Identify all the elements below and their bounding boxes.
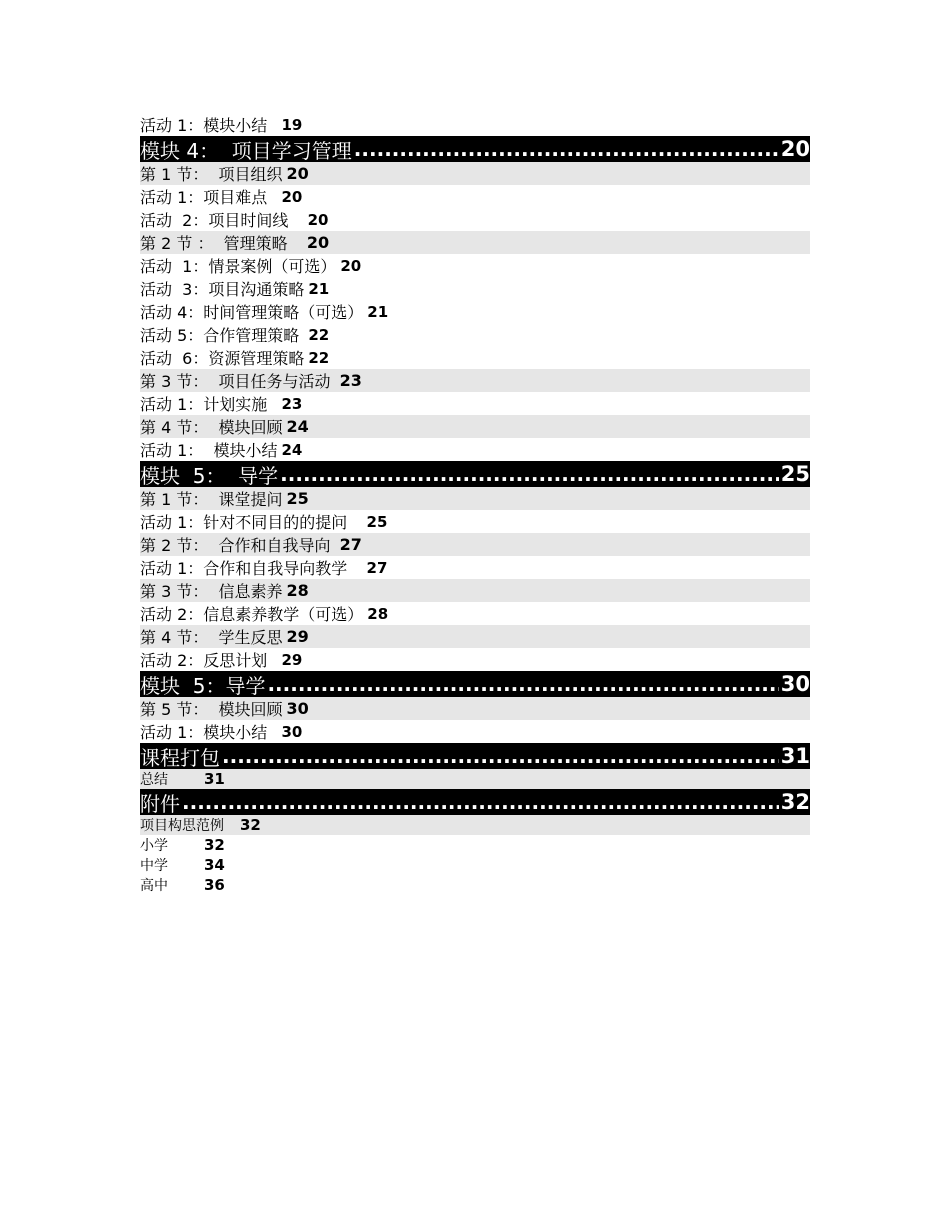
toc-entry-title: 第 4 节： 学生反思	[140, 628, 283, 647]
toc-section-entry[interactable]	[140, 697, 810, 720]
toc-entry-title: 活动 1：计划实施	[140, 395, 278, 414]
toc-entry-title: 模块 4： 项目学习管理	[140, 138, 352, 162]
dot-leader	[182, 790, 779, 814]
toc-entry-page-number: 31	[780, 744, 810, 768]
toc-entry-title: 第 3 节： 信息素养	[140, 582, 283, 601]
toc-entry-page-number: 20	[780, 137, 810, 161]
toc-activity-entry[interactable]	[140, 208, 810, 231]
toc-sub-entry[interactable]	[140, 815, 810, 835]
toc-entry-title: 活动 2：信息素养教学（可选）	[140, 605, 364, 624]
toc-entry-title: 第 5 节： 模块回顾	[140, 700, 283, 719]
toc-entry-page-number: 32	[204, 836, 225, 854]
toc-activity-entry[interactable]	[140, 254, 810, 277]
toc-section-entry[interactable]	[140, 533, 810, 556]
toc-entry-page-number: 29	[286, 627, 309, 646]
dot-leader	[267, 672, 778, 696]
toc-entry-title: 第 2 节 ： 管理策略	[140, 234, 303, 253]
toc-entry-page-number: 30	[281, 722, 303, 741]
toc-activity-entry[interactable]	[140, 602, 810, 625]
toc-entry-page-number: 31	[204, 770, 225, 788]
toc-entry-title: 活动 5：合作管理策略	[140, 326, 305, 345]
toc-entry-title: 中学	[140, 858, 168, 874]
toc-entry-page-number: 24	[286, 417, 309, 436]
toc-sub-entry[interactable]	[140, 875, 810, 895]
toc-section-entry[interactable]	[140, 625, 810, 648]
toc-activity-entry[interactable]	[140, 720, 810, 743]
toc-module-entry[interactable]	[140, 743, 810, 769]
toc-entry-title: 活动 1：模块小结	[140, 116, 278, 135]
toc-activity-entry[interactable]	[140, 277, 810, 300]
toc-entry-page-number: 25	[286, 489, 309, 508]
toc-entry-page-number: 21	[367, 302, 389, 321]
toc-entry-page-number: 32	[240, 816, 261, 834]
toc-section-entry[interactable]	[140, 369, 810, 392]
toc-entry-title: 活动 1：情景案例（可选）	[140, 257, 337, 276]
toc-entry-page-number: 20	[340, 256, 362, 275]
toc-entry-title: 第 1 节： 项目组织	[140, 165, 283, 184]
toc-section-entry[interactable]	[140, 487, 810, 510]
toc-entry-title: 活动 2：反思计划	[140, 651, 278, 670]
toc-sub-entry[interactable]	[140, 769, 810, 789]
toc-entry-page-number: 22	[308, 325, 330, 344]
toc-section-entry[interactable]	[140, 415, 810, 438]
toc-entry-page-number: 20	[306, 233, 330, 252]
toc-entry-title: 活动 1： 模块小结	[140, 441, 278, 460]
toc-entry-page-number: 25	[780, 462, 810, 486]
toc-entry-title: 活动 3：项目沟通策略	[140, 280, 305, 299]
toc-activity-entry[interactable]	[140, 323, 810, 346]
toc-module-entry[interactable]	[140, 136, 810, 162]
toc-module-entry[interactable]	[140, 789, 810, 815]
toc-entry-page-number: 25	[366, 512, 388, 531]
toc-entry-page-number: 21	[308, 279, 330, 298]
toc-sub-entry[interactable]	[140, 855, 810, 875]
toc-entry-page-number: 19	[281, 115, 303, 134]
toc-activity-entry[interactable]	[140, 300, 810, 323]
toc-entry-page-number: 20	[307, 210, 329, 229]
toc-entry-title: 活动 1：针对不同目的的提问	[140, 513, 363, 532]
toc-activity-entry[interactable]	[140, 556, 810, 579]
toc-entry-title: 模块 5： 导学	[140, 463, 279, 487]
toc-section-entry[interactable]	[140, 579, 810, 602]
toc-entry-page-number: 20	[286, 164, 309, 183]
dot-leader	[222, 744, 779, 768]
table-of-contents	[140, 113, 810, 895]
toc-entry-page-number: 27	[366, 558, 388, 577]
toc-entry-page-number: 36	[204, 876, 225, 894]
dot-leader	[354, 137, 779, 161]
toc-entry-page-number: 28	[367, 604, 389, 623]
toc-entry-page-number: 27	[339, 535, 362, 554]
toc-entry-title: 活动 6：资源管理策略	[140, 349, 305, 368]
toc-activity-entry[interactable]	[140, 113, 810, 136]
toc-entry-page-number: 23	[281, 394, 303, 413]
toc-entry-page-number: 22	[308, 348, 330, 367]
toc-entry-page-number: 28	[286, 581, 309, 600]
toc-entry-title: 第 1 节： 课堂提问	[140, 490, 283, 509]
toc-entry-title: 附件	[140, 791, 180, 815]
toc-section-entry[interactable]	[140, 162, 810, 185]
toc-entry-page-number: 24	[281, 440, 303, 459]
toc-entry-title: 课程打包	[140, 745, 220, 769]
toc-activity-entry[interactable]	[140, 510, 810, 533]
dot-leader	[280, 462, 779, 486]
toc-entry-title: 活动 4：时间管理策略（可选）	[140, 303, 364, 322]
toc-activity-entry[interactable]	[140, 346, 810, 369]
toc-activity-entry[interactable]	[140, 648, 810, 671]
toc-entry-title: 项目构思范例	[140, 818, 224, 834]
toc-entry-page-number: 34	[204, 856, 225, 874]
toc-entry-title: 第 3 节： 项目任务与活动	[140, 372, 336, 391]
toc-entry-page-number: 32	[780, 790, 810, 814]
toc-entry-title: 活动 1：合作和自我导向教学	[140, 559, 363, 578]
toc-module-entry[interactable]	[140, 461, 810, 487]
toc-activity-entry[interactable]	[140, 185, 810, 208]
toc-activity-entry[interactable]	[140, 438, 810, 461]
toc-entry-title: 总结	[140, 772, 168, 788]
toc-section-entry[interactable]	[140, 231, 810, 254]
toc-entry-title: 活动 1：模块小结	[140, 723, 278, 742]
toc-entry-page-number: 29	[281, 650, 303, 669]
toc-activity-entry[interactable]	[140, 392, 810, 415]
toc-sub-entry[interactable]	[140, 835, 810, 855]
toc-entry-title: 活动 2：项目时间线	[140, 211, 304, 230]
toc-entry-title: 模块 5：导学	[140, 673, 266, 697]
toc-entry-page-number: 23	[339, 371, 362, 390]
toc-entry-page-number: 20	[281, 187, 303, 206]
toc-entry-page-number: 30	[286, 699, 309, 718]
toc-entry-title: 第 4 节： 模块回顾	[140, 418, 283, 437]
toc-entry-title: 活动 1：项目难点	[140, 188, 278, 207]
toc-entry-title: 第 2 节： 合作和自我导向	[140, 536, 336, 555]
toc-entry-page-number: 30	[780, 672, 810, 696]
toc-entry-title: 高中	[140, 878, 168, 894]
toc-module-entry[interactable]	[140, 671, 810, 697]
toc-entry-title: 小学	[140, 838, 168, 854]
